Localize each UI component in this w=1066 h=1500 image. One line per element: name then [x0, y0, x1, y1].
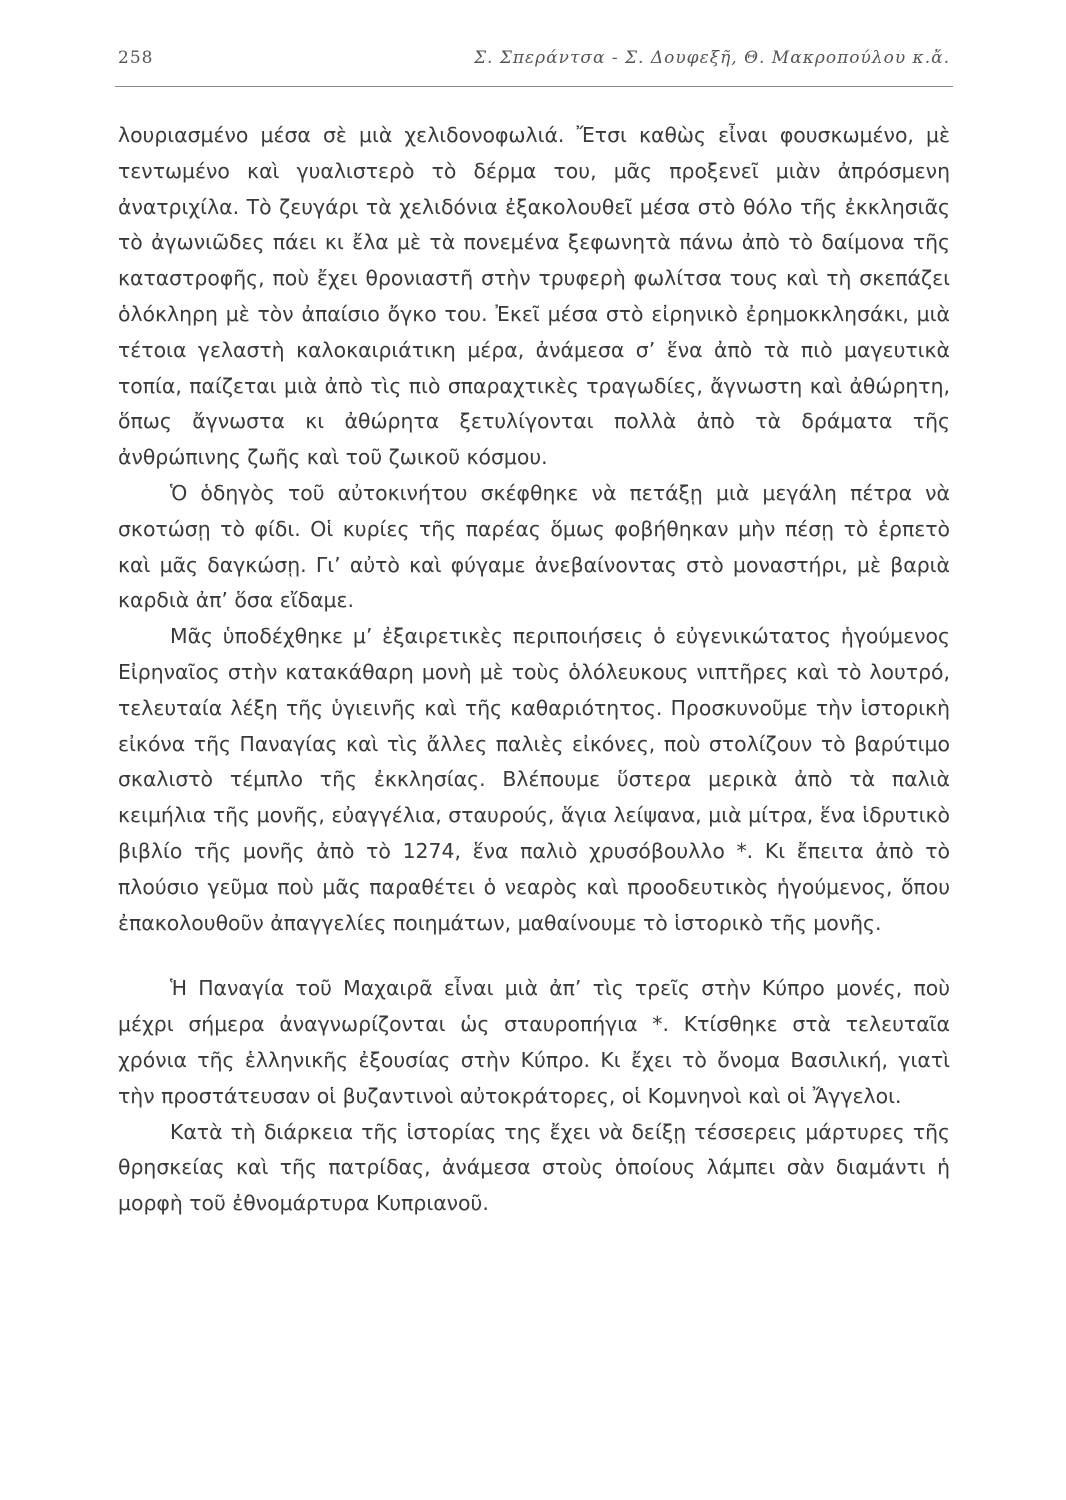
section-gap [118, 941, 950, 971]
paragraph-martyrs: Κατὰ τὴ διάρκεια τῆς ἱστορίας της ἔχει νὰ δείξῃ τέσσερεις μάρτυρες τῆς θρησκείας καὶ τῆς πατρίδας, ἀνάμεσα στοὺς ὁποίους λάμπει σὰν διαμάντι ἡ μορφὴ τοῦ ἐθνομάρτυρα Κυπριανοῦ. [118, 1119, 950, 1216]
paragraph-reception: Μᾶς ὑποδέχθηκε μ’ ἐξαιρετικὲς περιποιήσεις ὁ εὐγενικώτατος ἡγούμενος Εἰρηναῖος στὴν κατακάθαρη μονὴ μὲ τοὺς ὁλόλευκους νιπτῆρες καὶ τὸ λουτρό, τελευταία λέξη τῆς ὑγιεινῆς καὶ τῆς καθαριότητος. Προσκυνοῦμε τὴν ἱστορικὴ εἰκόνα τῆς Παναγίας καὶ τὶς ἄλλες παλιὲς εἰκόνες, ποὺ στολίζουν τὸ βαρύτιμο σκαλιστὸ τέμπλο τῆς ἐκκλησίας. Βλέπουμε ὕστερα μερικὰ ἀπὸ τὰ παλιὰ κειμήλια τῆς μονῆς, εὐαγγέλια, σταυρούς, ἅγια λείψανα, μιὰ μίτρα, ἕνα ἱδρυτικὸ βιβλίο τῆς μονῆς ἀπὸ τὸ 1274, ἕνα παλιὸ χρυσόβουλλο *. Κι ἔπειτα ἀπὸ τὸ πλούσιο γεῦμα ποὺ μᾶς παραθέτει ὁ νεαρὸς καὶ προοδευτικὸς ἡγούμενος, ὅπου ἐπακολουθοῦν ἀπαγγελίες ποιημάτων, μαθαίνουμε τὸ ἱστορικὸ τῆς μονῆς. [118, 624, 950, 935]
running-head: Σ. Σπεράντσα - Σ. Δουφεξῆ, Θ. Μακροπούλου κ.ἄ. [474, 48, 950, 68]
body-text [118, 118, 950, 1222]
paragraph-machairas: Ἡ Παναγία τοῦ Μαχαιρᾶ εἶναι μιὰ ἀπ’ τὶς τρεῖς στὴν Κύπρο μονές, ποὺ μέχρι σήμερα ἀναγνωρίζονται ὡς σταυροπήγια *. Κτίσθηκε στὰ τελευταῖα χρόνια τῆς ἑλληνικῆς ἐξουσίας στὴν Κύπρο. Κι ἔχει τὸ ὄνομα Βασιλική, γιατὶ τὴν προστάτευσαν οἱ βυζαντινοὶ αὐτοκράτορες, οἱ Κομνηνοὶ καὶ οἱ Ἄγγελοι. [118, 976, 950, 1108]
page-number: 258 [118, 48, 154, 68]
page-header [118, 48, 950, 82]
paragraph-continuation: λουριασμένο μέσα σὲ μιὰ χελιδονοφωλιά. Ἔτσι καθὼς εἶναι φουσκωμένο, μὲ τεντωμένο καὶ γυαλιστερὸ τὸ δέρμα του, μᾶς προξενεῖ μιὰν ἀπρόσμενη ἀνατριχίλα. Τὸ ζευγάρι τὰ χελιδόνια ἐξακολουθεῖ μέσα στὸ θόλο τῆς ἐκκλησιᾶς τὸ ἀγωνιῶδες πάει κι ἔλα μὲ τὰ πονεμένα ξεφωνητὰ πάνω ἀπὸ τὸ δαίμονα τῆς καταστροφῆς, ποὺ ἔχει θρονιαστῆ στὴν τρυφερὴ φωλίτσα τους καὶ τὴ σκεπάζει ὁλόκληρη μὲ τὸν ἀπαίσιο ὄγκο του. Ἐκεῖ μέσα στὸ εἰρηνικὸ ἐρημοκκλησάκι, μιὰ τέτοια γελαστὴ καλοκαιριάτικη μέρα, ἀνάμεσα σ’ ἕνα ἀπὸ τὰ πιὸ μαγευτικὰ τοπία, παίζεται μιὰ ἀπὸ τὶς πιὸ σπαραχτικὲς τραγωδίες, ἄγνωστη καὶ ἀθώρητη, ὅπως ἄγνωστα κι ἀθώρητα ξετυλίγονται πολλὰ ἀπὸ τὰ δράματα τῆς ἀνθρώπινης ζωῆς καὶ τοῦ ζωικοῦ κόσμου. [118, 123, 950, 470]
paragraph-driver: Ὁ ὁδηγὸς τοῦ αὐτοκινήτου σκέφθηκε νὰ πετάξῃ μιὰ μεγάλη πέτρα νὰ σκοτώσῃ τὸ φίδι. Οἱ κυρίες τῆς παρέας ὅμως φοβήθηκαν μὴν πέσῃ τὸ ἑρπετὸ καὶ μᾶς δαγκώσῃ. Γι’ αὐτὸ καὶ φύγαμε ἀνεβαίνοντας στὸ μοναστήρι, μὲ βαριὰ καρδιὰ ἀπ’ ὅσα εἴδαμε. [118, 480, 950, 613]
header-rule [115, 86, 953, 87]
